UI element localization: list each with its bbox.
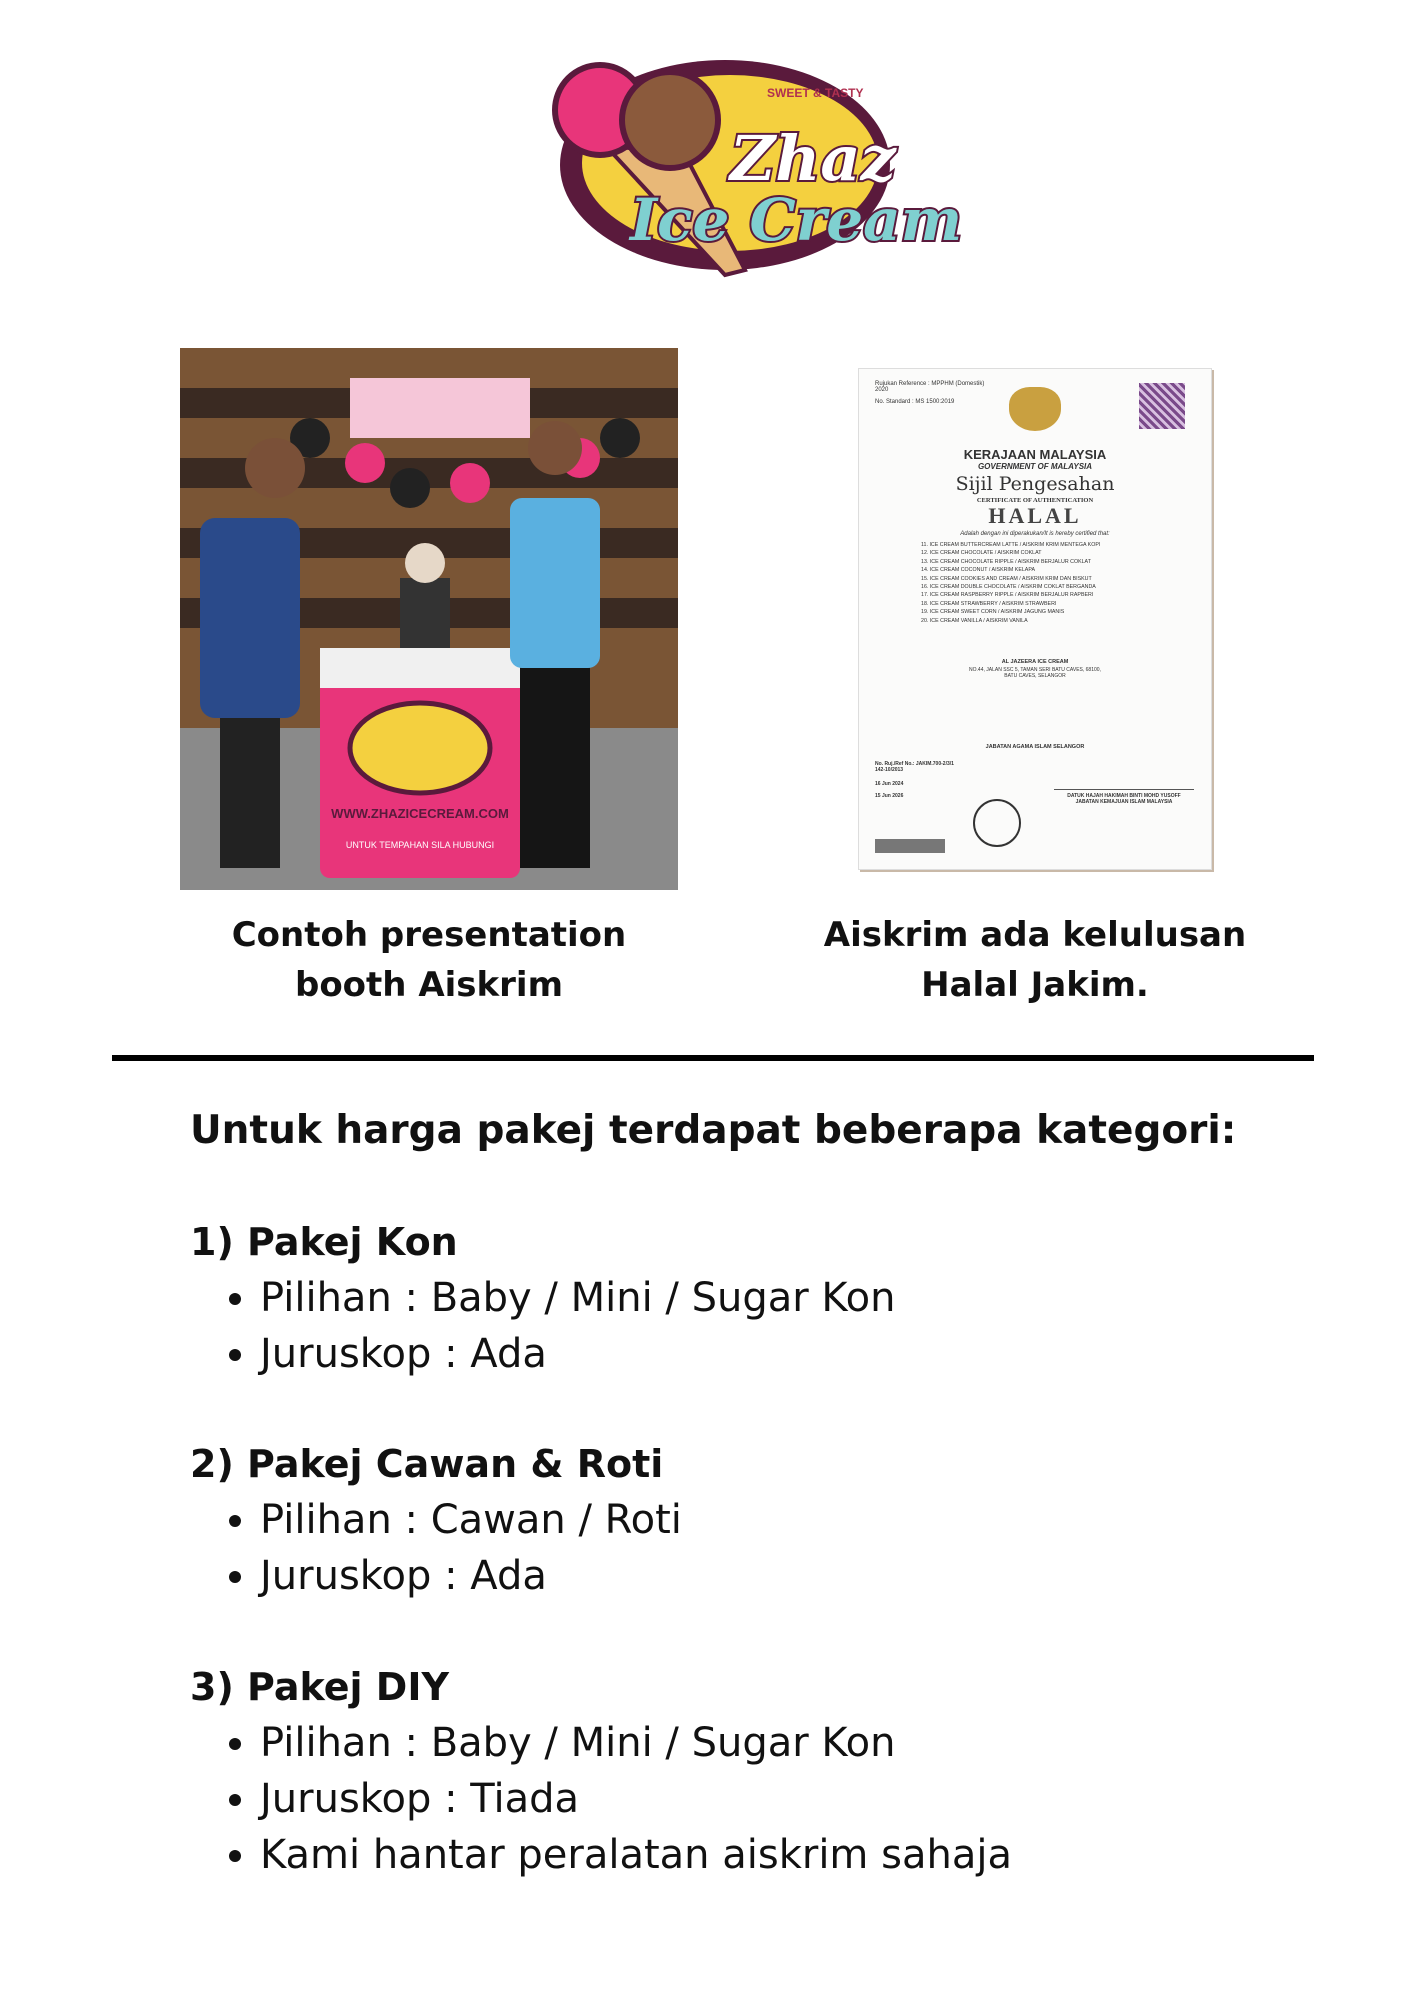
- halal-seal-icon: [973, 799, 1021, 847]
- cert-product: 20. ICE CREAM VANILLA / AISKRIM VANILA: [921, 617, 1028, 624]
- cert-valid: 15 Jun 2026: [875, 793, 904, 799]
- package-title-diy: 3) Pakej DIY: [190, 1665, 449, 1709]
- svg-text:SWEET & TASTY: SWEET & TASTY: [767, 86, 864, 100]
- cert-signatory-name: DATUK HAJAH HAKIMAH BINTI MOHD YUSOFF: [1067, 793, 1181, 799]
- cert-product: 18. ICE CREAM STRAWBERRY / AISKRIM STRAWBERI: [921, 600, 1057, 607]
- package-diy-items: [220, 1715, 1012, 1883]
- cert-title: Sijil Pengesahan: [955, 473, 1115, 495]
- zhaz-ice-cream-logo: [535, 35, 963, 285]
- coat-of-arms-icon: [1009, 387, 1061, 431]
- cert-gov-en: GOVERNMENT OF MALAYSIA: [977, 462, 1093, 471]
- package-cawan-roti-items: [220, 1492, 682, 1604]
- list-item: • Juruskop : Tiada: [260, 1771, 1012, 1827]
- cert-gov: KERAJAAN MALAYSIA: [963, 447, 1107, 462]
- cert-product: 19. ICE CREAM SWEET CORN / AISKRIM JAGUNG MANIS: [921, 609, 1065, 616]
- cert-product: 12. ICE CREAM CHOCOLATE / AISKRIM COKLAT: [921, 550, 1042, 557]
- cert-product: 11. ICE CREAM BUTTERCREAM LATTE / AISKRIM KRIM MENTEGA KOPI: [921, 542, 1101, 548]
- cert-product: 15. ICE CREAM COOKIES AND CREAM / AISKRIM KRIM DAN BISKUT: [921, 575, 1092, 582]
- cert-signatory: [1054, 789, 1194, 805]
- qr-code-icon: [1139, 383, 1185, 429]
- cert-product-list: [921, 541, 1100, 625]
- cert-product: 17. ICE CREAM RASPBERRY RIPPLE / AISKRIM BERJALUR RAPBERI: [921, 592, 1094, 599]
- package-title-cawan-roti: 2) Pakej Cawan & Roti: [190, 1442, 664, 1486]
- booth-caption: Contoh presentation booth Aiskrim: [231, 915, 627, 1005]
- cert-standard: No. Standard : MS 1500:2019: [875, 399, 955, 405]
- booth-photo: [180, 348, 678, 890]
- list-item: • Pilihan : Cawan / Roti: [260, 1492, 682, 1548]
- cert-reference: Rujukan Reference : MPPHM (Domestik) 2020: [875, 381, 985, 393]
- cert-product: 14. ICE CREAM COCONUT / AISKRIM KELAPA: [921, 567, 1036, 574]
- cert-address: NO.44, JALAN SSC 5, TAMAN SERI BATU CAVES, 68100, BATU CAVES, SELANGOR: [969, 667, 1101, 679]
- redacted-bar: [875, 839, 945, 853]
- list-item: • Juruskop : Ada: [260, 1326, 896, 1382]
- cert-halal: HALAL: [988, 503, 1082, 528]
- cert-subtitle: CERTIFICATE OF AUTHENTICATION: [976, 497, 1094, 504]
- cert-authority: JABATAN AGAMA ISLAM SELANGOR: [985, 744, 1085, 750]
- package-intro-heading: Untuk harga pakej terdapat beberapa kategori:: [190, 1108, 1237, 1153]
- cert-dept: JABATAN KEMAJUAN ISLAM MALAYSIA: [1075, 799, 1173, 805]
- svg-text:Ice Cream: Ice Cream: [630, 186, 963, 254]
- list-item: • Juruskop : Ada: [260, 1548, 682, 1604]
- cert-ref-no: No. Ruj./Ref No.: JAKIM.700-2/3/1 142-10/2013: [875, 761, 954, 773]
- section-divider: [112, 1055, 1314, 1061]
- package-kon-items: [220, 1270, 896, 1382]
- list-item: • Kami hantar peralatan aiskrim sahaja: [260, 1827, 1012, 1883]
- halal-certificate: [858, 368, 1212, 870]
- list-item: • Pilihan : Baby / Mini / Sugar Kon: [260, 1270, 896, 1326]
- svg-text:Zhaz: Zhaz: [730, 122, 896, 195]
- booth-url: WWW.ZHAZICECREAM.COM: [331, 806, 509, 821]
- cert-company: AL JAZEERA ICE CREAM: [1001, 659, 1069, 665]
- halal-caption: Aiskrim ada kelulusan Halal Jakim.: [823, 915, 1247, 1005]
- package-title-kon: 1) Pakej Kon: [190, 1220, 458, 1264]
- cert-issued: 16 Jun 2024: [875, 781, 904, 787]
- list-item: • Pilihan : Baby / Mini / Sugar Kon: [260, 1715, 1012, 1771]
- cert-certified: Adalah dengan ini diperakukan/It is hereby certified that:: [960, 531, 1110, 537]
- booth-note: UNTUK TEMPAHAN SILA HUBUNGI: [345, 840, 495, 850]
- cert-product: 16. ICE CREAM DOUBLE CHOCOLATE / AISKRIM COKLAT BERGANDA: [921, 584, 1096, 591]
- cert-product: 13. ICE CREAM CHOCOLATE RIPPLE / AISKRIM BERJALUR COKLAT: [921, 558, 1091, 565]
